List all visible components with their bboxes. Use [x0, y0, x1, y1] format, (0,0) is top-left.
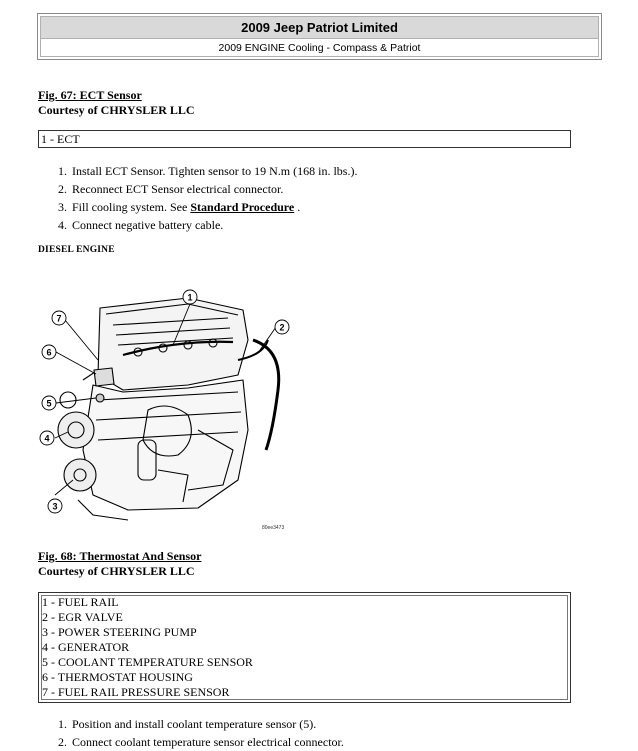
svg-text:7: 7 — [56, 313, 62, 324]
fig68-label: Fig. 68: Thermostat And Sensor — [38, 549, 202, 563]
document-title: 2009 Jeep Patriot Limited — [41, 17, 598, 39]
step-item: 2. Reconnect ECT Sensor electrical connector. — [70, 180, 357, 198]
svg-text:4: 4 — [44, 433, 50, 444]
svg-text:5: 5 — [46, 398, 52, 409]
legend-item: 5 - COOLANT TEMPERATURE SENSOR — [42, 655, 253, 669]
legend-item: 7 - FUEL RAIL PRESSURE SENSOR — [42, 685, 230, 699]
fig68-legend — [38, 592, 571, 703]
legend-item: 1 - ECT — [41, 132, 80, 146]
svg-text:3: 3 — [52, 501, 58, 512]
fig67-courtesy: Courtesy of CHRYSLER LLC — [38, 103, 195, 117]
legend-item: 2 - EGR VALVE — [42, 610, 123, 624]
figure-code: 80ee3473 — [262, 525, 285, 531]
fig67-label: Fig. 67: ECT Sensor — [38, 88, 142, 102]
callout-7 — [52, 311, 98, 360]
legend-item: 6 - THERMOSTAT HOUSING — [42, 670, 193, 684]
fig68-courtesy: Courtesy of CHRYSLER LLC — [38, 564, 195, 578]
standard-procedure-link[interactable]: Standard Procedure — [190, 200, 295, 214]
step-item: 1. Install ECT Sensor. Tighten sensor to 19 N.m (168 in. lbs.). — [70, 162, 357, 180]
step-item: 3. Fill cooling system. See Standard Procedure . — [70, 198, 357, 216]
step-item: 4. Connect negative battery cable. — [70, 216, 357, 234]
step-item: 2. Connect coolant temperature sensor electrical connector. — [70, 733, 344, 751]
page-header — [37, 13, 602, 60]
svg-text:6: 6 — [46, 347, 52, 358]
fig68-caption — [38, 549, 201, 579]
callout-6 — [42, 345, 96, 374]
fig67-caption — [38, 88, 195, 118]
install-steps — [38, 162, 357, 234]
section-heading: DIESEL ENGINE — [38, 245, 115, 255]
document-subtitle: 2009 ENGINE Cooling - Compass & Patriot — [218, 42, 421, 54]
step-item: 1. Position and install coolant temperature sensor (5). — [70, 715, 344, 733]
svg-text:1: 1 — [187, 292, 193, 303]
legend-item: 1 - FUEL RAIL — [42, 595, 119, 609]
legend-item: 3 - POWER STEERING PUMP — [42, 625, 197, 639]
sensor-install-steps — [38, 715, 344, 751]
fig67-legend — [38, 130, 571, 148]
engine-diagram — [38, 280, 300, 535]
legend-item: 4 - GENERATOR — [42, 640, 130, 654]
svg-text:2: 2 — [279, 322, 285, 333]
